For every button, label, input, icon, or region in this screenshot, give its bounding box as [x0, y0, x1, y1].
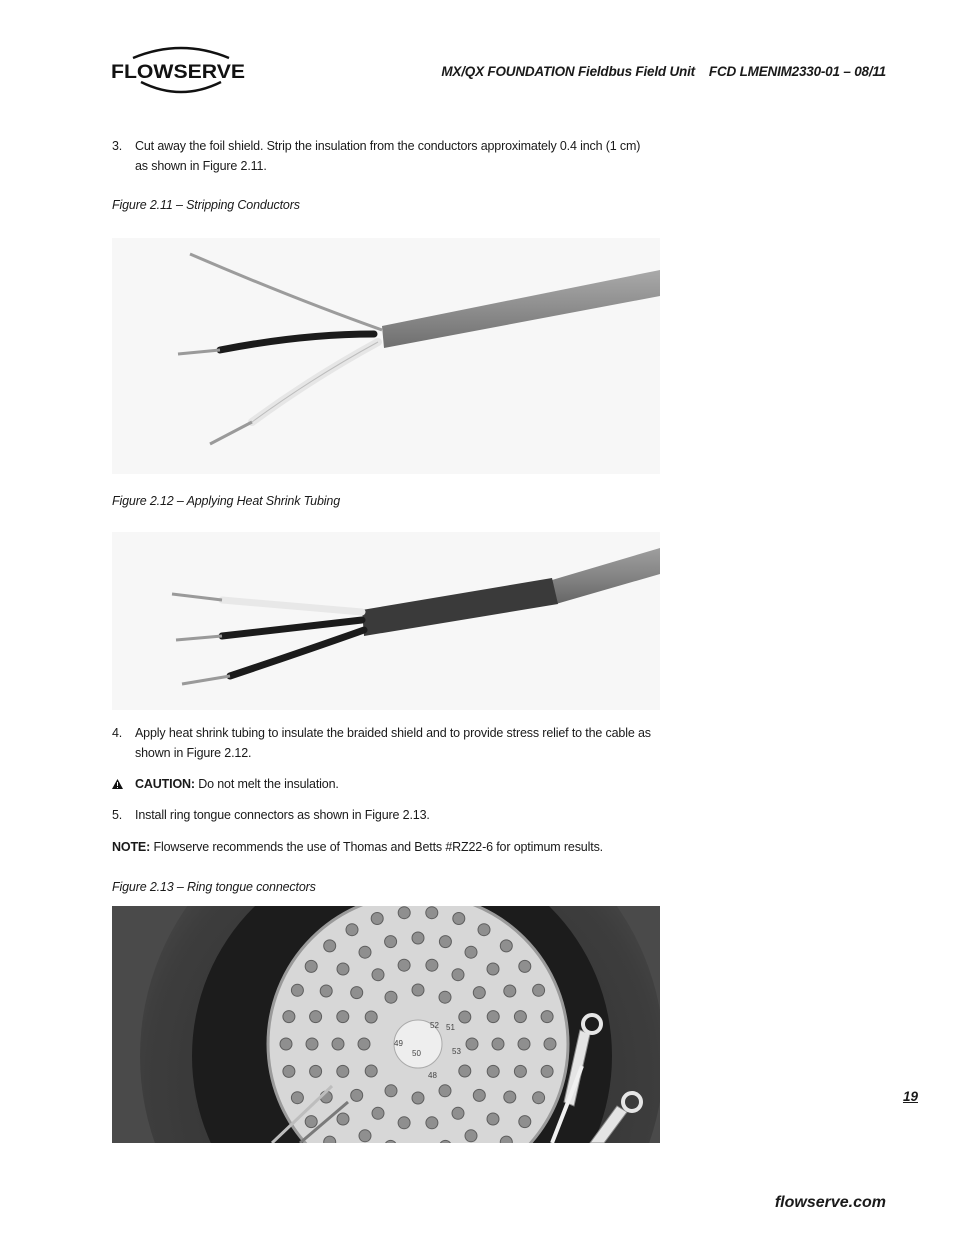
terminal-screw — [359, 946, 371, 958]
terminal-screw — [385, 936, 397, 948]
terminal-screw — [439, 1085, 451, 1097]
terminal-screw — [332, 1038, 344, 1050]
step-text-line2: shown in Figure 2.12. — [135, 746, 252, 760]
terminal-screw — [337, 1065, 349, 1077]
step-4 — [112, 723, 712, 763]
terminal-screw — [487, 1113, 499, 1125]
terminal-screw — [452, 969, 464, 981]
terminal-screw — [385, 1085, 397, 1097]
terminal-screw — [412, 984, 424, 996]
terminal-screw — [372, 969, 384, 981]
terminal-screw — [544, 1038, 556, 1050]
terminal-screw — [337, 1113, 349, 1125]
terminal-screw — [452, 1107, 464, 1119]
terminal-screw — [283, 1011, 295, 1023]
terminal-screw — [346, 924, 358, 936]
terminal-screw — [504, 985, 516, 997]
terminal-screw — [426, 907, 438, 919]
step-number: 5. — [112, 808, 123, 822]
terminal-screw — [398, 959, 410, 971]
terminal-screw — [487, 963, 499, 975]
terminal-label: 50 — [412, 1049, 421, 1058]
terminal-screw — [412, 932, 424, 944]
terminal-screw — [365, 1011, 377, 1023]
terminal-label: 53 — [452, 1047, 461, 1056]
terminal-screw — [466, 1038, 478, 1050]
terminal-screw — [305, 1116, 317, 1128]
terminal-screw — [306, 1038, 318, 1050]
figure-caption: Figure 2.13 – Ring tongue connectors — [112, 880, 316, 894]
terminal-screw — [337, 963, 349, 975]
doc-code: FCD LMENIM2330-01 – 08/11 — [708, 64, 886, 79]
terminal-screw — [453, 913, 465, 925]
terminal-screw — [365, 1065, 377, 1077]
caution-notice — [112, 774, 712, 794]
terminal-screw — [283, 1065, 295, 1077]
terminal-screw — [426, 959, 438, 971]
footer-url: flowserve.com — [774, 1194, 886, 1211]
logo-arc-bottom — [141, 82, 221, 92]
caution-text: Do not melt the insulation. — [194, 777, 339, 791]
warning-triangle-icon — [112, 779, 123, 789]
step-text-line2: as shown in Figure 2.11. — [135, 159, 267, 173]
terminal-screw — [459, 1065, 471, 1077]
page-number: 19 — [902, 1089, 918, 1104]
terminal-screw — [324, 940, 336, 952]
terminal-label: 48 — [428, 1071, 437, 1080]
terminal-screw — [492, 1038, 504, 1050]
terminal-screw — [487, 1065, 499, 1077]
terminal-screw — [514, 1065, 526, 1077]
terminal-screw — [487, 1011, 499, 1023]
figure-caption: Figure 2.11 – Stripping Conductors — [112, 198, 300, 212]
terminal-screw — [398, 1117, 410, 1129]
terminal-screw — [280, 1038, 292, 1050]
figure-heat-shrink-photo — [112, 532, 660, 710]
terminal-screw — [372, 1107, 384, 1119]
figure-stripping-conductors-photo — [112, 238, 660, 474]
terminal-screw — [518, 1038, 530, 1050]
terminal-screw — [371, 913, 383, 925]
note — [112, 837, 732, 857]
note-label: NOTE: — [112, 840, 151, 854]
figure-ring-tongue-photo — [112, 906, 660, 1143]
terminal-screw — [351, 1089, 363, 1101]
step-5 — [112, 805, 712, 825]
terminal-screw — [533, 984, 545, 996]
terminal-screw — [310, 1011, 322, 1023]
terminal-screw — [465, 946, 477, 958]
step-number: 4. — [112, 726, 123, 740]
terminal-screw — [351, 987, 363, 999]
terminal-screw — [514, 1011, 526, 1023]
terminal-screw — [519, 1116, 531, 1128]
terminal-screw — [359, 1130, 371, 1142]
terminal-screw — [291, 1092, 303, 1104]
terminal-screw — [310, 1065, 322, 1077]
caution-label: CAUTION: — [135, 777, 195, 791]
note-text: Flowserve recommends the use of Thomas and Betts #RZ22-6 for optimum results. — [150, 840, 603, 854]
logo-wordmark: FLOWSERVE — [111, 61, 245, 83]
terminal-screw — [478, 924, 490, 936]
terminal-screw — [541, 1011, 553, 1023]
step-text-line1: Cut away the foil shield. Strip the insulation from the conductors approximately 0.4 inch (1 cm) — [135, 139, 641, 153]
terminal-screw — [459, 1011, 471, 1023]
terminal-screw — [533, 1092, 545, 1104]
terminal-screw — [320, 985, 332, 997]
terminal-screw — [439, 991, 451, 1003]
terminal-screw — [398, 907, 410, 919]
terminal-screw — [500, 940, 512, 952]
step-text-line1: Apply heat shrink tubing to insulate the braided shield and to provide stress relief to the cable as — [135, 726, 651, 740]
terminal-screw — [358, 1038, 370, 1050]
terminal-screw — [291, 984, 303, 996]
logo-arc-top — [133, 48, 229, 58]
terminal-screw — [337, 1011, 349, 1023]
terminal-screw — [504, 1091, 516, 1103]
terminal-screw — [473, 987, 485, 999]
step-3 — [112, 136, 712, 176]
terminal-label: 52 — [430, 1021, 439, 1030]
step-number: 3. — [112, 139, 123, 153]
terminal-screw — [426, 1117, 438, 1129]
terminal-label: 51 — [446, 1023, 455, 1032]
flowserve-logo — [111, 44, 251, 94]
terminal-screw — [473, 1089, 485, 1101]
header-title — [420, 64, 886, 79]
step-text-line1: Install ring tongue connectors as shown in Figure 2.13. — [135, 808, 430, 822]
figure-caption: Figure 2.12 – Applying Heat Shrink Tubing — [112, 494, 341, 508]
terminal-screw — [305, 960, 317, 972]
terminal-screw — [385, 991, 397, 1003]
doc-title: MX/QX FOUNDATION Fieldbus Field Unit — [441, 64, 695, 79]
terminal-screw — [465, 1130, 477, 1142]
terminal-screw — [519, 960, 531, 972]
terminal-screw — [439, 936, 451, 948]
terminal-screw — [541, 1065, 553, 1077]
terminal-label: 49 — [394, 1039, 403, 1048]
terminal-screw — [412, 1092, 424, 1104]
